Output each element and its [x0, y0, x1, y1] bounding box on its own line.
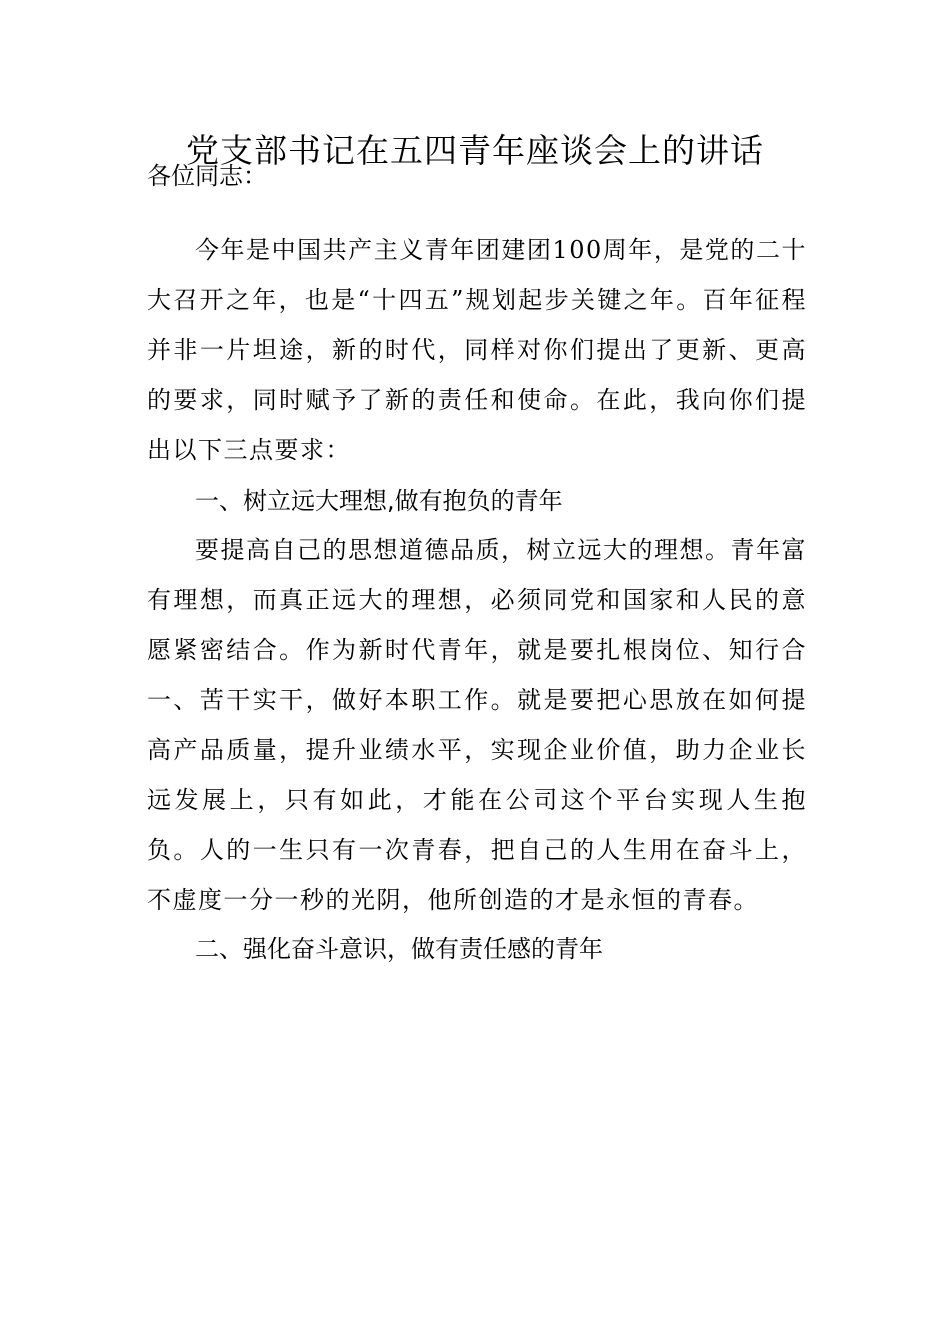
salutation: 各位同志： — [147, 162, 267, 190]
document-title: 党支部书记在五四青年座谈会上的讲话 — [186, 131, 764, 170]
section-heading-2: 二、强化奋斗意识，做有责任感的青年 — [195, 935, 603, 963]
section-body-1: 要提高自己的思想道德品质，树立远大的理想。青年富有理想，而真正远大的理想，必须同党和国家和人民的意愿紧密结合。作为新时代青年，就是要扎根岗位、知行合一、苦干实干，做好本职工作。就是要把心思放在如何提高产品质量，提升业绩水平，实现企业价值，助力企业长远发展上，只有如此，才能在公司这个平台实现人生抱负。人的一生只有一次青春，把自己的人生用在奋斗上，不虚度一分一秒的光阴，他所创造的才是永恒的青春。 — [147, 536, 807, 914]
section-heading-1: 一、树立远大理想,做有抱负的青年 — [195, 487, 563, 515]
intro-paragraph: 今年是中国共产主义青年团建团100周年，是党的二十大召开之年，也是“十四五”规划起步关键之年。百年征程并非一片坦途，新的时代，同样对你们提出了更新、更高的要求，同时赋予了新的责任和使命。在此，我向你们提出以下三点要求： — [147, 236, 807, 464]
